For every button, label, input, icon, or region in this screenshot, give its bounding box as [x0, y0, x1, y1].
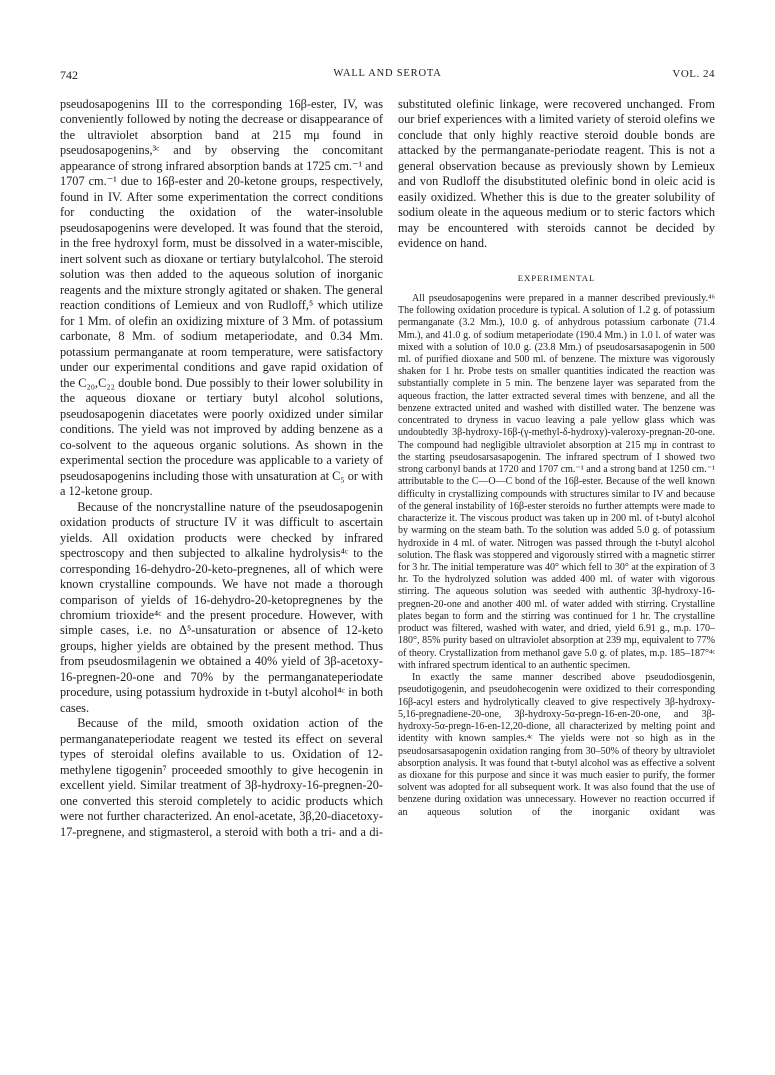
paragraph: Because of the noncrystalline nature of the pseudosapogenin oxidation products of structure IV it was difficult to ascertain yields. All oxidation products were checked by infrared spectroscopy and then subjected to alkaline hydrolysis⁴ᶜ to the corresponding 16-dehydro-20-keto-pregnenes, all of which were known crystalline compounds. We have not made a thorough comparison of yields of 16-dehydro-20-ketopregnenes by the chromium trioxide⁴ᶜ and the present procedure. However, with simple cases, i.e. no Δ⁵-unsaturation or absence of 12-keto groups, higher yields are obtained by the present method. Thus from pseudosmilagenin we obtained a 40% yield of 3β-acetoxy-16-pregnen-20-one and 70% by the permanganateperiodate procedure, using potassium hydroxide in t-butyl alcohol⁴ᶜ in both cases. [60, 499, 383, 715]
page-number: 742 [60, 68, 78, 82]
experimental-paragraph: All pseudosapogenins were prepared in a manner described previously.⁴⁶ The following oxidation procedure is typical. A solution of 1.2 g. of potassium permanganate (3.2 Mm.), 10.0 g. of anhydrous potassium carbonate (71.4 Mm.), and 41.0 g. of sodium metaperiodate (190.4 Mm.) in 1.0 l. of water was mixed with a solution of 10.0 g. (23.8 Mm.) of pseudosarsasapogenin in 500 ml. of purified dioxane and 500 ml. of benzene. The mixture was vigorously shaken for 1 hr. Probe tests on smaller quantities indicated the reaction was substantially complete in 5 min. The benzene layer was separated from the aqueous fraction, the latter extracted several times with benzene, and all the benzene extracted united and washed with distilled water. The benzene was concentrated to dryness in vacuo leaving a pale yellow glass which was undoubtedly 3β-hydroxy-16β-(γ-methyl-δ-hydroxy)-valeroxy-pregnan-20-one. The compound had negligible ultraviolet absorption at 215 mμ in contrast to the starting pseudosarsasapogenin. The infrared spectrum of I showed two strong carbonyl bands at 1720 and 1707 cm.⁻¹ and a strong band at 1250 cm.⁻¹ attributable to the C—O—C bond of the 16β-ester. Because of the well known difficulty in crystallizing compounds with structures similar to IV and because of the general instability of 16β-ester steroids no further attempts were made to characterize it. The viscous product was taken up in 200 ml. of t-butyl alcohol by warming on the steam bath. To the solution was added 5.0 g. of potassium hydroxide in 4 ml. of water. Nitrogen was passed through the t-butyl alcohol solution. The flask was stoppered and vigorously stirred with a magnetic stirrer for 3 hr. The initial temperature was 40° which fell to 30° at the expiration of 3 hr. To the hydrolyzed solution was added 400 ml. of water with vigorous stirring. The aqueous solution was seeded with authentic 3β-hydroxy-16-pregnen-20-one and another 400 ml. of water added with stirring. Crystalline plates began to form and the stirring was continued for 1 hr. The crystalline product was filtered, washed with water, and dried, yield 6.91 g., m.p. 170–180°, 85% purity based on ultraviolet absorption at 239 mμ, equivalent to 77% of theory. Crystallization from methanol gave 5.0 g. of plates, m.p. 185–187°⁴ᶜ with infrared spectrum identical to an authentic specimen. [398, 292, 715, 671]
section-heading: EXPERIMENTAL [517, 272, 596, 283]
paragraph: substituted olefinic linkage, were recovered unchanged. From our brief experiences with a limited variety of steroid olefins we conclude that only highly reactive steroid double bonds are attacked by the permanganate-periodate reagent. This is not a general observation because as previously shown by Lemieux and von Rudloff the disubstituted olefinic bond in oleic acid is easily oxidized. Whether this is due to the greater solubility of sodium oleate in the aqueous medium or to steric factors which may be encountered with steroids cannot be decided by evidence on hand. [398, 97, 715, 251]
paragraph: pseudosapogenins III to the corresponding 16β-ester, IV, was conveniently followed by noting the decrease or disappearance of the ultraviolet absorption band at 215 mμ found in pseudosapogenins,³ᶜ and by observing the concomitant appearance of strong infrared absorption bands at 1725 cm.⁻¹ and 1707 cm.⁻¹ due to 16β-ester and 20-ketone groups, respectively, found in IV. After some experimentation the correct conditions for conducting the oxidation of the water-insoluble pseudosapogenins were developed. It was found that the steroid, in the free hydroxyl form, must be dissolved in a water-miscible, inert solvent such as dioxane or tertiary butylalcohol. The steroid solution was then added to the aqueous solution of inorganic reagents and the mixture strongly agitated or shaken. The general reaction conditions of Lemieux and von Rudloff,⁵ which utilize for 1 Mm. of olefin an oxidizing mixture of 3 Mm. of potassium carbonate, 8 Mm. of sodium metaperiodate, and 0.34 Mm. potassium permanganate at room temperature, were satisfactory under our experimental conditions and gave rapid oxidation of the C₂₀,C₂₂ double bond. Due possibly to their lower solubility in the aqueous dioxane or tertiary butyl alcohol solutions, pseudosapogenin diacetates were poorly oxidized under similar conditions. The yield was not improved by adding benzene as a co-solvent to the aqueous organic solutions. As shown in the experimental section the procedure was applicable to a variety of pseudosapogenins including those with unsaturation at C₅ or with a 12-ketone group. [60, 97, 384, 499]
page-header [60, 68, 715, 84]
right-column [398, 97, 715, 819]
paragraph: Because of the mild, smooth oxidation action of the permanganateperiodate reagent we tested its effect on several types of steroidal olefins available to us. Oxidation of 12-methylene tigogenin⁷ proceeded smoothly to give hecogenin in excellent yield. Similar treatment of 3β-hydroxy-16-pregnen-20-one converted this steroid completely to acidic products which were not further characterized. An enol-acetate, 3β,20-diacetoxy-17-pregnene, and stigmasterol, a steroid with both a tri- and a di- [60, 716, 383, 839]
left-column [60, 97, 383, 840]
volume-label: VOL. 24 [672, 68, 715, 80]
running-title: WALL AND SEROTA [333, 68, 442, 79]
experimental-paragraph: In exactly the same manner described above pseudodiosgenin, pseudotigogenin, and pseudohecogenin were oxidized to their corresponding 16β-acyl esters and hydrolytically cleaved to give respectively 3β-hydroxy-5,16-pregnadiene-20-one, 3β-hydroxy-5α-pregn-16-en-20-one, and 3β-hydroxy-5α-pregn-16-en-12,20-dione, all characterized by melting point and identity with known samples.⁴ᶜ The yields were not so high as in the pseudosarsasapogenin oxidation ranging from 30–50% of theory by ultraviolet absorption analysis. It was found that t-butyl alcohol was as effective a solvent as dioxane for this purpose and since it was much easier to purify, the former solvent was adopted for all subsequent work. It was also found that the use of benzene during oxidation was unnecessary. However no reaction occurred if an aqueous solution of the inorganic oxidant was [398, 672, 715, 818]
